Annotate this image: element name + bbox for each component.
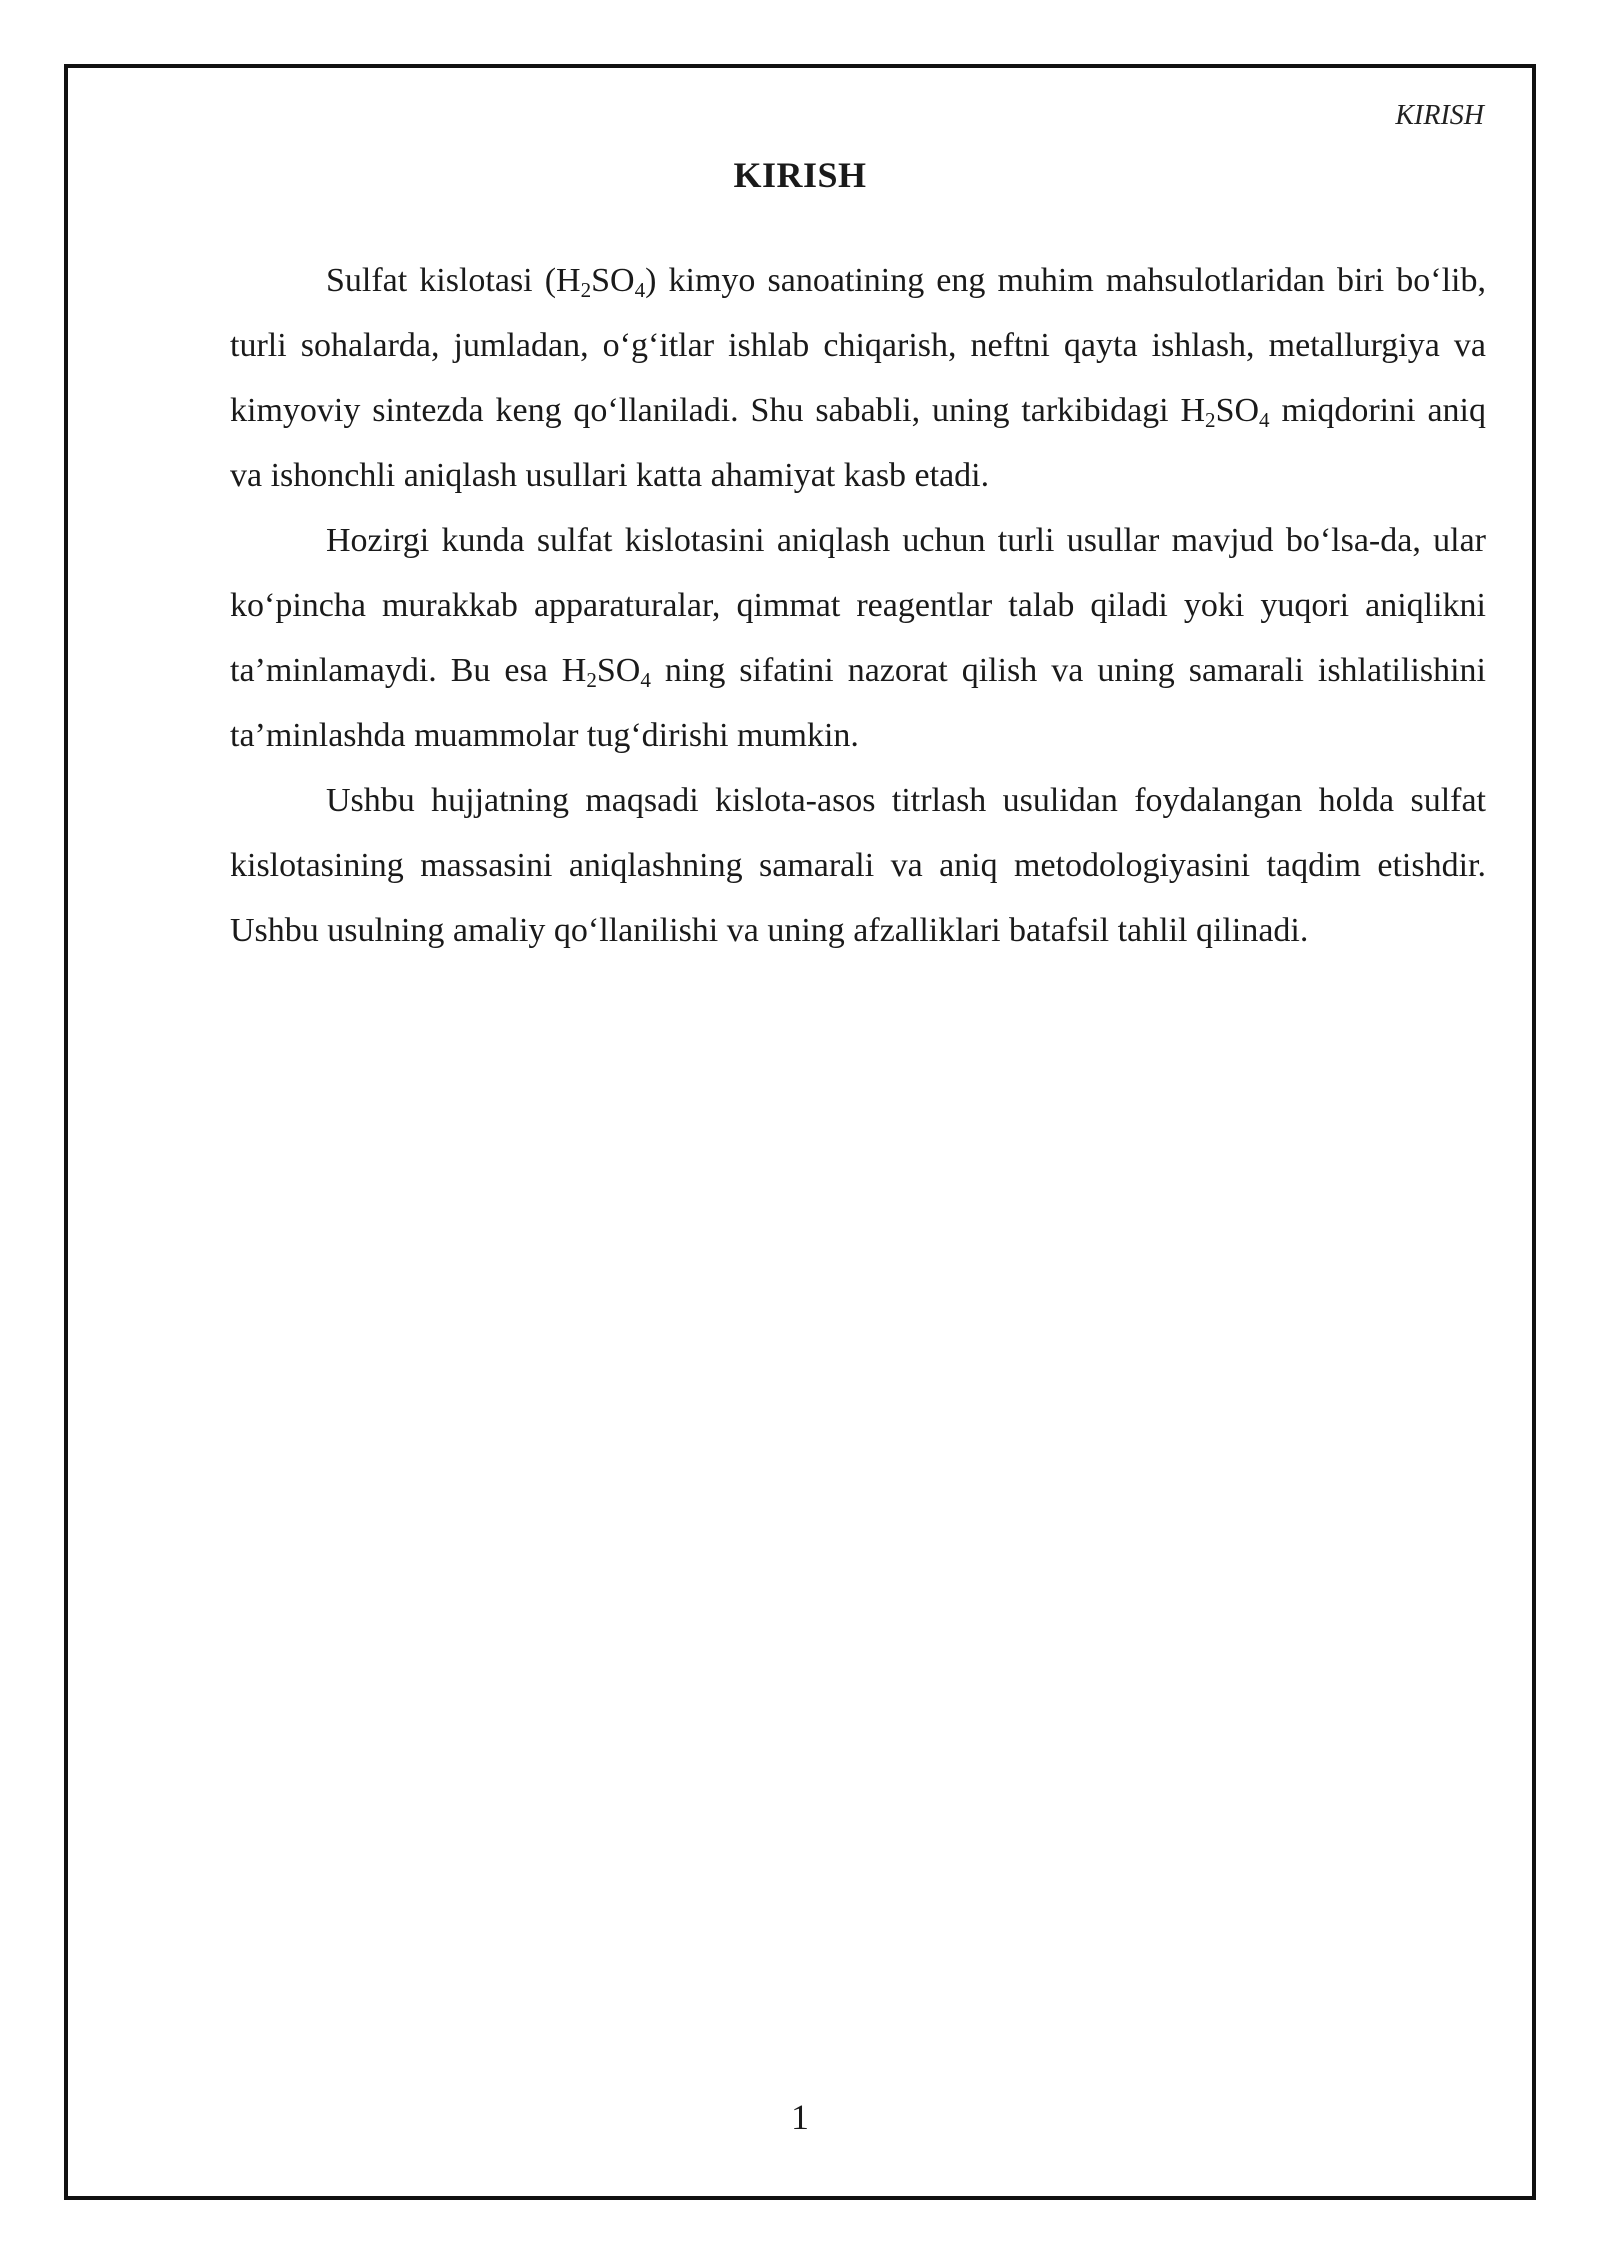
page-border [64, 64, 1536, 2200]
paragraph-1 [230, 248, 1486, 508]
paragraph-3 [230, 768, 1486, 963]
subscript: 4 [640, 667, 651, 692]
paragraph-1-text-a: Sulfat kislotasi (H [326, 262, 581, 299]
subscript: 2 [580, 277, 592, 302]
paragraph-2 [230, 508, 1486, 768]
paragraph-1-text-b: SO [591, 262, 635, 299]
subscript: 4 [634, 277, 646, 302]
paragraph-2-text-a: Hozirgi kunda sulfat kislotasini aniqlash uchun turli usullar mavjud bo‘lsa-da, ular ko‘pincha murakkab apparaturalar, qimmat reagentlar talab qiladi yoki yuqori aniqlikni ta’minlamaydi. Bu esa H [230, 522, 1486, 689]
paragraph-2-text-c: ning sifatini nazorat qilish va uning samarali ishlatilishini ta’minlashda muammolar tug‘dirishi mumkin. [230, 652, 1486, 754]
paragraph-1-text-d: SO [1215, 392, 1260, 429]
paragraph-2-text-b: SO [596, 652, 641, 689]
subscript: 2 [586, 667, 597, 692]
body-text [230, 248, 1486, 963]
running-header: KIRISH [1395, 100, 1484, 131]
subscript: 2 [1205, 407, 1216, 432]
page-title: KIRISH [733, 155, 867, 195]
page-number: 1 [791, 2097, 809, 2137]
paragraph-1-text-c: ) kimyo sanoatining eng muhim mahsulotlaridan biri bo‘lib, turli sohalarda, jumladan, o‘g‘itlar ishlab chiqarish, neftni qayta ishlash, metallurgiya va kimyoviy sintezda keng qo‘llaniladi. Shu sababli, uning tarkibidagi H [230, 262, 1486, 429]
subscript: 4 [1259, 407, 1270, 432]
paragraph-1-text-e: miqdorini aniq va ishonchli aniqlash usullari katta ahamiyat kasb etadi. [230, 392, 1486, 494]
paragraph-3-text: Ushbu hujjatning maqsadi kislota-asos titrlash usulidan foydalangan holda sulfat kislotasining massasini aniqlashning samarali va aniq metodologiyasini taqdim etishdir. Ushbu usulning amaliy qo‘llanilishi va uning afzalliklari batafsil tahlil qilinadi. [230, 782, 1486, 949]
